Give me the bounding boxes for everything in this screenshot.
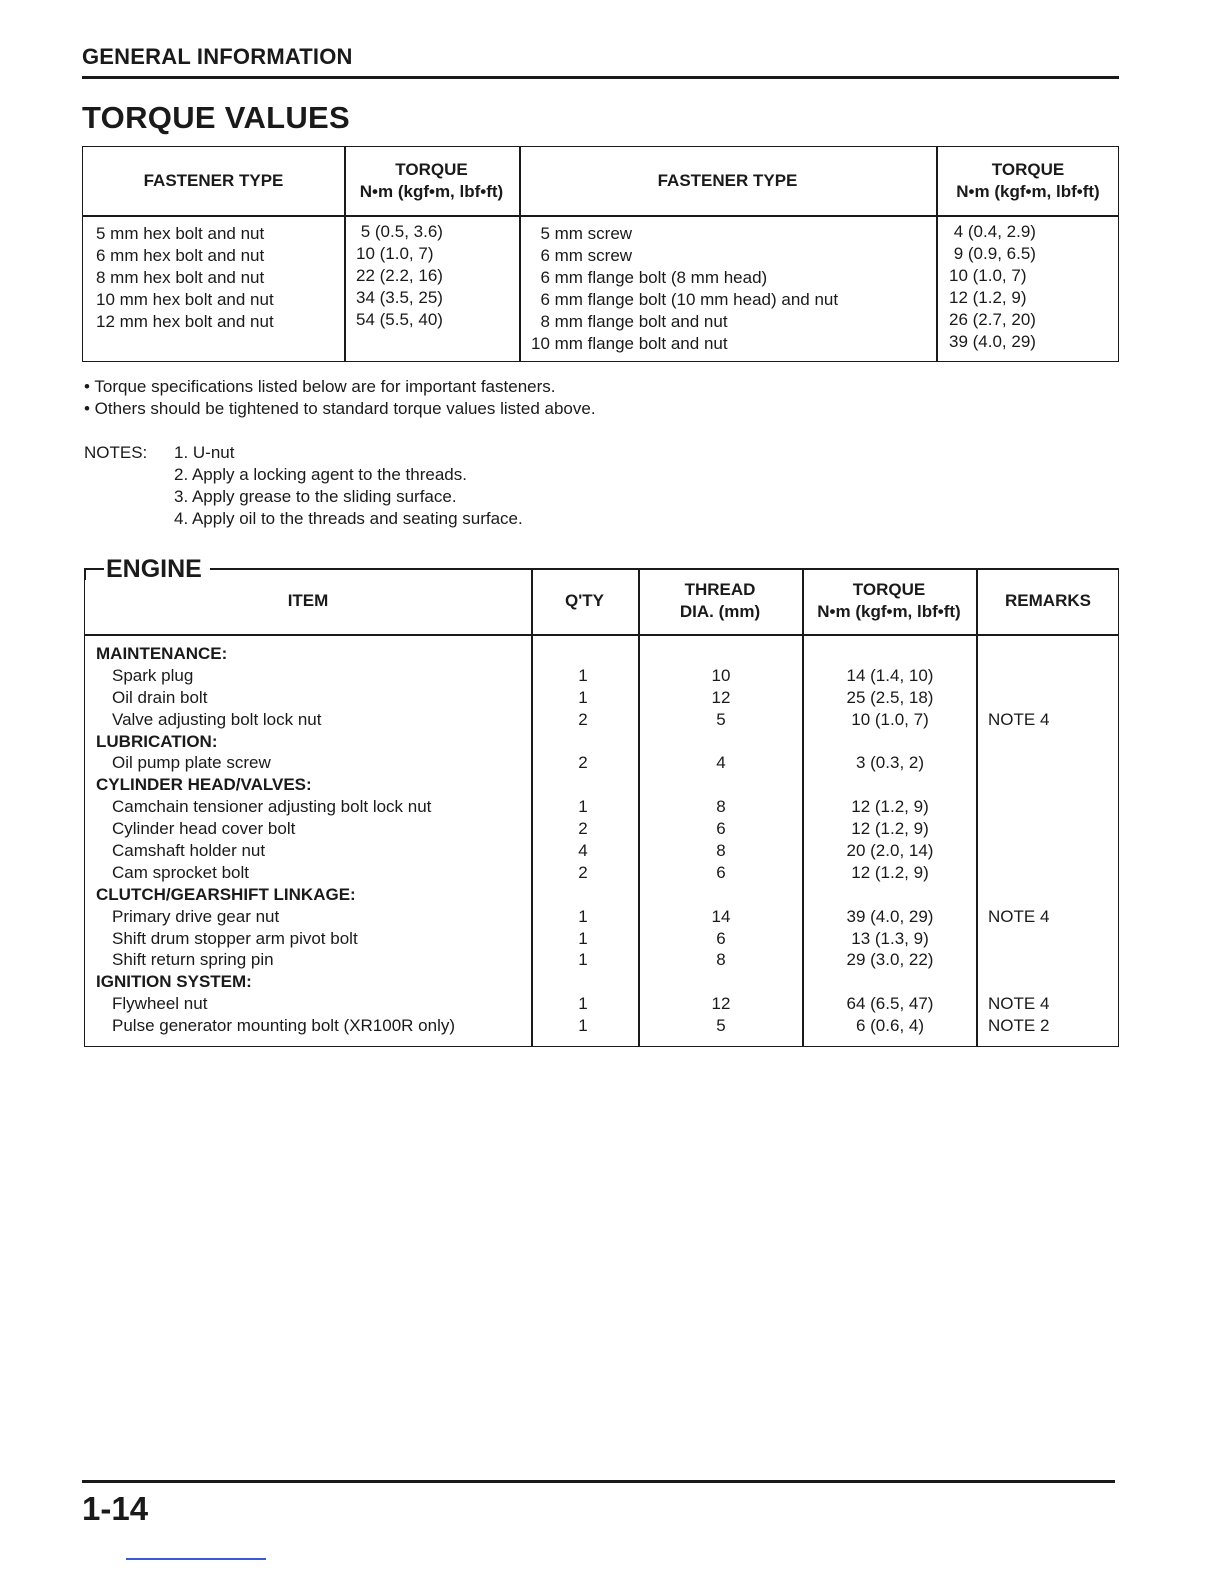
cell-qty: 2 — [578, 819, 588, 839]
bullet-item: • Others should be tightened to standard torque values listed above. — [84, 399, 596, 418]
table-section-row — [85, 643, 1118, 665]
cell-item: Oil pump plate screw — [112, 753, 271, 773]
table-row — [85, 993, 1118, 1015]
specification-bullets — [84, 376, 596, 420]
cell-item: Cam sprocket bolt — [112, 862, 249, 882]
table-row — [85, 862, 1118, 884]
cell-thread: 12 — [711, 994, 731, 1014]
cell-remarks: NOTE 2 — [988, 1016, 1050, 1036]
engine-torque-table — [84, 568, 1119, 1047]
cell-torque: 64 (6.5, 47) — [846, 994, 934, 1014]
bottom-link-underline — [126, 1558, 266, 1560]
table-row — [85, 796, 1118, 818]
cell-item: Valve adjusting bolt lock nut — [112, 709, 322, 729]
cell-thread: 10 — [711, 665, 731, 685]
cell-item: Cylinder head cover bolt — [112, 819, 296, 839]
table-row — [85, 906, 1118, 928]
table-row — [85, 928, 1118, 950]
right-fastener-list: 5 mm screw 6 mm screw 6 mm flange bolt (8 mm head) 6 mm flange bolt (10 mm head) and nut 8 mm flange bolt and nut 10 mm flange bolt and nut — [531, 224, 839, 353]
cell-item: Shift return spring pin — [112, 950, 274, 970]
cell-torque: 25 (2.5, 18) — [846, 687, 934, 707]
qty-header: Q'TY — [565, 591, 604, 610]
notes-label: NOTES: — [84, 443, 148, 462]
cell-thread: 5 — [716, 709, 726, 729]
cell-thread: 8 — [716, 797, 726, 817]
cell-thread: 6 — [716, 928, 726, 948]
cell-item: Oil drain bolt — [112, 687, 208, 707]
cell-qty: 1 — [578, 1016, 588, 1036]
notes-list — [174, 442, 523, 530]
cell-thread: 14 — [711, 906, 731, 926]
header-row-divider — [85, 634, 1118, 636]
cell-item: Flywheel nut — [112, 994, 208, 1014]
section-header: GENERAL INFORMATION — [82, 44, 353, 69]
right-torque-header: TORQUE N•m (kgf•m, lbf•ft) — [956, 160, 1100, 201]
table-section-row — [85, 731, 1118, 753]
note-item: 1. U-nut — [174, 443, 235, 462]
cell-item: Spark plug — [112, 665, 194, 685]
standard-torque-table — [82, 146, 1119, 362]
engine-section-title: ENGINE — [104, 555, 210, 584]
left-torque-header: TORQUE N•m (kgf•m, lbf•ft) — [359, 160, 504, 201]
cell-torque: 12 (1.2, 9) — [851, 819, 929, 839]
cell-qty: 1 — [578, 994, 588, 1014]
cell-item: LUBRICATION: — [96, 731, 218, 751]
torque-header: TORQUE N•m (kgf•m, lbf•ft) — [817, 580, 961, 621]
left-torque-list: 5 (0.5, 3.6) 10 (1.0, 7) 22 (2.2, 16) 34 (3.5, 25) 54 (5.5, 40) — [356, 222, 443, 329]
page-title: TORQUE VALUES — [82, 100, 351, 135]
header-row-divider — [83, 215, 1118, 217]
table-section-row — [85, 971, 1118, 993]
cell-thread: 5 — [716, 1016, 726, 1036]
cell-item: CLUTCH/GEARSHIFT LINKAGE: — [96, 884, 356, 904]
cell-qty: 2 — [578, 709, 588, 729]
bullet-item: • Torque specifications listed below are for important fasteners. — [84, 377, 556, 396]
cell-qty: 4 — [578, 841, 588, 861]
cell-item: Pulse generator mounting bolt (XR100R only) — [112, 1016, 456, 1036]
table-row — [85, 818, 1118, 840]
cell-item: Camchain tensioner adjusting bolt lock nut — [112, 797, 432, 817]
cell-qty: 1 — [578, 950, 588, 970]
table-row — [85, 840, 1118, 862]
table-section-row — [85, 884, 1118, 906]
cell-torque: 6 (0.6, 4) — [855, 1016, 925, 1036]
table-row — [85, 709, 1118, 731]
cell-item: CYLINDER HEAD/VALVES: — [96, 775, 312, 795]
cell-qty: 2 — [578, 862, 588, 882]
cell-thread: 8 — [716, 841, 726, 861]
page-number: 1-14 — [82, 1490, 149, 1527]
cell-item: IGNITION SYSTEM: — [96, 972, 252, 992]
item-header: ITEM — [287, 591, 329, 610]
table-row — [85, 1015, 1118, 1037]
cell-qty: 1 — [578, 928, 588, 948]
cell-qty: 1 — [578, 906, 588, 926]
cell-qty: 1 — [578, 797, 588, 817]
cell-remarks: NOTE 4 — [988, 709, 1050, 729]
cell-torque: 29 (3.0, 22) — [846, 950, 934, 970]
right-torque-list: 4 (0.4, 2.9) 9 (0.9, 6.5) 10 (1.0, 7) 12 (1.2, 9) 26 (2.7, 20) 39 (4.0, 29) — [949, 222, 1036, 351]
remarks-header: REMARKS — [1005, 591, 1091, 610]
cell-remarks: NOTE 4 — [988, 994, 1050, 1014]
cell-qty: 1 — [578, 687, 588, 707]
cell-qty: 1 — [578, 665, 588, 685]
cell-torque: 3 (0.3, 2) — [855, 753, 925, 773]
cell-torque: 12 (1.2, 9) — [851, 797, 929, 817]
note-item: 2. Apply a locking agent to the threads. — [174, 465, 467, 484]
cell-torque: 39 (4.0, 29) — [846, 906, 934, 926]
cell-thread: 4 — [716, 753, 726, 773]
cell-torque: 12 (1.2, 9) — [851, 862, 929, 882]
footer-divider — [82, 1480, 1115, 1483]
cell-thread: 12 — [711, 687, 731, 707]
left-fastener-list: 5 mm hex bolt and nut 6 mm hex bolt and nut 8 mm hex bolt and nut 10 mm hex bolt and nut 12 mm hex bolt and nut — [96, 224, 274, 331]
table-row — [85, 752, 1118, 774]
cell-qty: 2 — [578, 753, 588, 773]
note-item: 3. Apply grease to the sliding surface. — [174, 487, 457, 506]
cell-torque: 13 (1.3, 9) — [851, 928, 929, 948]
thread-header: THREAD DIA. (mm) — [679, 580, 761, 621]
left-fastener-type-header: FASTENER TYPE — [143, 171, 284, 190]
note-item: 4. Apply oil to the threads and seating surface. — [174, 509, 523, 528]
table-row — [85, 665, 1118, 687]
cell-thread: 8 — [716, 950, 726, 970]
table-row — [85, 687, 1118, 709]
cell-item: Camshaft holder nut — [112, 841, 266, 861]
cell-remarks: NOTE 4 — [988, 906, 1050, 926]
cell-item: Primary drive gear nut — [112, 906, 280, 926]
cell-torque: 20 (2.0, 14) — [846, 841, 934, 861]
table-section-row — [85, 774, 1118, 796]
cell-thread: 6 — [716, 862, 726, 882]
right-fastener-type-header: FASTENER TYPE — [657, 171, 798, 190]
cell-item: MAINTENANCE: — [96, 644, 228, 663]
cell-thread: 6 — [716, 819, 726, 839]
header-divider — [82, 76, 1119, 79]
cell-torque: 14 (1.4, 10) — [846, 665, 934, 685]
engine-rows — [85, 643, 1118, 1037]
cell-torque: 10 (1.0, 7) — [851, 709, 929, 729]
cell-item: Shift drum stopper arm pivot bolt — [112, 928, 358, 948]
table-row — [85, 949, 1118, 971]
